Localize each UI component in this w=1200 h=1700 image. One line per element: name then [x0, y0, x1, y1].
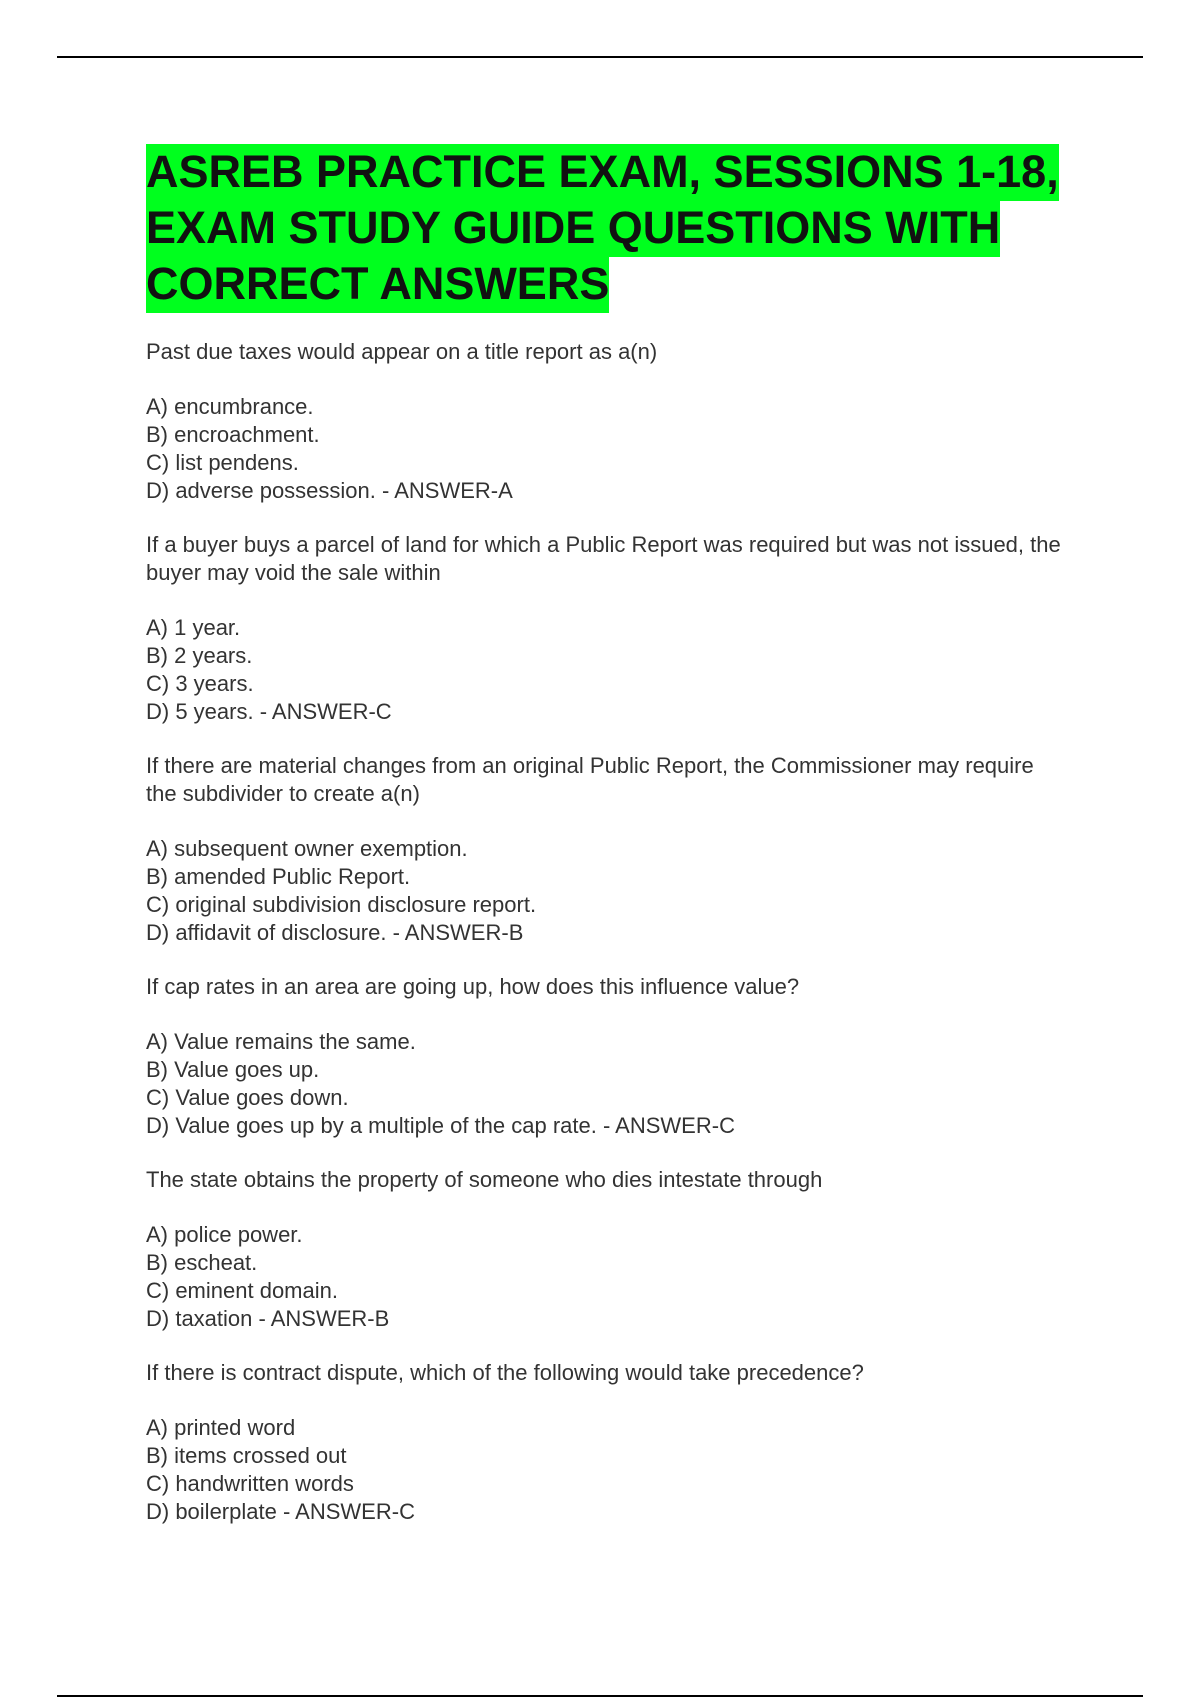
question-text: If cap rates in an area are going up, how does this influence value? — [146, 974, 800, 999]
question-item — [146, 973, 1066, 1140]
question-item — [146, 1166, 1066, 1333]
question-text: Past due taxes would appear on a title report as a(n) — [146, 339, 658, 364]
answer-option: C) eminent domain. — [146, 1278, 338, 1303]
answer-option: D) taxation - ANSWER-B — [146, 1306, 390, 1331]
question-text: The state obtains the property of someone who dies intestate through — [146, 1167, 823, 1192]
answer-option: D) Value goes up by a multiple of the cap rate. - ANSWER-C — [146, 1113, 735, 1138]
document-body — [146, 144, 1066, 1552]
answer-option: B) escheat. — [146, 1250, 258, 1275]
question-item — [146, 752, 1066, 947]
title-highlight: ASREB PRACTICE EXAM, SESSIONS 1-18, EXAM STUDY GUIDE QUESTIONS WITH CORRECT ANSWERS — [146, 144, 1059, 313]
answer-option: A) encumbrance. — [146, 394, 314, 419]
answer-option: A) 1 year. — [146, 615, 241, 640]
answer-option: B) Value goes up. — [146, 1057, 320, 1082]
answer-option: D) 5 years. - ANSWER-C — [146, 699, 392, 724]
answer-option: B) encroachment. — [146, 422, 320, 447]
question-list — [146, 338, 1066, 1526]
answer-option: D) boilerplate - ANSWER-C — [146, 1499, 415, 1524]
answer-option: D) adverse possession. - ANSWER-A — [146, 478, 513, 503]
answer-option: A) police power. — [146, 1222, 303, 1247]
answer-options — [146, 1221, 1066, 1333]
question-text: If a buyer buys a parcel of land for which a Public Report was required but was not issued, the buyer may void the sale within — [146, 532, 1061, 585]
question-item — [146, 338, 1066, 505]
answer-options — [146, 1028, 1066, 1140]
answer-option: D) affidavit of disclosure. - ANSWER-B — [146, 920, 524, 945]
answer-options — [146, 1414, 1066, 1526]
answer-option: A) printed word — [146, 1415, 296, 1440]
answer-option: C) 3 years. — [146, 671, 254, 696]
question-text: If there are material changes from an original Public Report, the Commissioner may require the subdivider to create a(n) — [146, 753, 1034, 806]
answer-option: B) 2 years. — [146, 643, 253, 668]
answer-options — [146, 835, 1066, 947]
top-rule — [57, 56, 1143, 58]
answer-option: B) amended Public Report. — [146, 864, 411, 889]
question-item — [146, 531, 1066, 726]
answer-option: A) subsequent owner exemption. — [146, 836, 468, 861]
answer-option: B) items crossed out — [146, 1443, 347, 1468]
answer-option: C) list pendens. — [146, 450, 299, 475]
answer-options — [146, 393, 1066, 505]
document-title — [146, 144, 1066, 312]
question-text: If there is contract dispute, which of the following would take precedence? — [146, 1360, 864, 1385]
question-item — [146, 1359, 1066, 1526]
answer-option: C) handwritten words — [146, 1471, 354, 1496]
answer-option: C) original subdivision disclosure report. — [146, 892, 537, 917]
bottom-rule — [57, 1695, 1143, 1697]
answer-options — [146, 614, 1066, 726]
answer-option: C) Value goes down. — [146, 1085, 349, 1110]
answer-option: A) Value remains the same. — [146, 1029, 416, 1054]
